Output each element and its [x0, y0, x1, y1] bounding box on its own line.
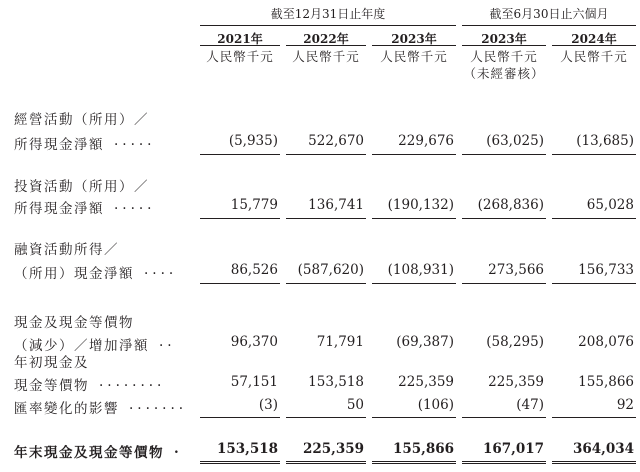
- column-header-rule: [286, 45, 366, 46]
- cell-rule: [286, 461, 366, 464]
- cell-value: 92: [616, 397, 634, 413]
- group-header-halfyear: 截至6月30日止六個月: [489, 7, 609, 21]
- cell-value: (3): [258, 397, 278, 413]
- column-year: 2021年: [217, 32, 263, 46]
- leader-dots: ........: [99, 374, 166, 390]
- cell-value: (268,836): [477, 197, 544, 213]
- cell-value: (108,931): [387, 262, 454, 278]
- cell-rule: [200, 283, 280, 284]
- row-label: 年初現金及: [14, 355, 89, 371]
- group-header-halfyear-rule: [462, 25, 636, 26]
- cell-value: 155,866: [578, 374, 634, 390]
- column-unit: 人民幣千元: [560, 49, 628, 64]
- column-year: 2023年: [481, 32, 527, 46]
- cell-rule: [372, 154, 456, 155]
- column-header-rule: [462, 45, 546, 46]
- cell-value: 225,359: [398, 374, 454, 390]
- cell-rule: [552, 283, 636, 284]
- cell-rule: [552, 417, 636, 418]
- column-note: （未經審核）: [463, 66, 545, 81]
- cell-rule: [552, 461, 636, 464]
- cell-value: 50: [346, 397, 364, 413]
- column-unit: 人民幣千元: [206, 49, 274, 64]
- cell-rule: [286, 218, 366, 219]
- column-unit: 人民幣千元: [470, 49, 538, 64]
- cell-value: 273,566: [488, 262, 544, 278]
- cell-rule: [372, 218, 456, 219]
- cell-value: (69,387): [396, 334, 454, 350]
- cell-value: (190,132): [387, 197, 454, 213]
- cell-value: 153,518: [308, 374, 364, 390]
- cell-value: (13,685): [576, 133, 634, 149]
- cell-rule: [200, 154, 280, 155]
- cell-value: (587,620): [297, 262, 364, 278]
- column-year: 2024年: [571, 32, 617, 46]
- cell-value: (63,025): [486, 133, 544, 149]
- cell-value: 225,359: [302, 441, 364, 457]
- cell-rule: [200, 461, 280, 464]
- cell-value: 225,359: [488, 374, 544, 390]
- leader-dots: .....: [114, 133, 156, 149]
- cell-value: 156,733: [578, 262, 634, 278]
- cell-rule: [462, 461, 546, 464]
- cell-value: 15,779: [230, 197, 278, 213]
- cell-value: 522,670: [308, 133, 364, 149]
- row-label-continued: 所得現金淨額: [14, 201, 104, 217]
- cell-rule: [200, 218, 280, 219]
- cell-rule: [462, 154, 546, 155]
- cell-value: 57,151: [230, 374, 278, 390]
- cell-value: 86,526: [230, 262, 278, 278]
- cell-rule: [462, 417, 546, 418]
- cell-rule: [286, 417, 366, 418]
- row-label: 現金及現金等價物: [14, 315, 134, 331]
- cell-value: 167,017: [482, 441, 544, 457]
- cell-value: 96,370: [230, 334, 278, 350]
- row-label-continued: 現金等價物: [14, 378, 89, 394]
- leader-dots: .......: [129, 397, 188, 413]
- cell-value: (58,295): [486, 334, 544, 350]
- leader-dots: .: [174, 441, 183, 457]
- cell-value: (5,935): [228, 133, 278, 149]
- cell-rule: [286, 283, 366, 284]
- cell-rule: [372, 461, 456, 464]
- column-unit: 人民幣千元: [292, 49, 360, 64]
- cell-value: 229,676: [398, 133, 454, 149]
- cell-value: 364,034: [572, 441, 634, 457]
- leader-dots: ....: [144, 262, 178, 278]
- group-header-year: 截至12月31日止年度: [270, 7, 386, 21]
- row-label: 投資活動（所用）／: [14, 179, 149, 195]
- cell-value: 153,518: [216, 441, 278, 457]
- column-header-rule: [552, 45, 636, 46]
- cell-rule: [200, 417, 280, 418]
- column-header-rule: [372, 45, 456, 46]
- leader-dots: .....: [114, 197, 156, 213]
- group-header-year-rule: [200, 25, 456, 26]
- cell-value: (106): [417, 397, 454, 413]
- cell-rule: [462, 218, 546, 219]
- row-label-continued: （所用）現金淨額: [14, 266, 134, 282]
- row-label: 年末現金及現金等價物: [14, 445, 164, 461]
- row-label: 融資活動所得／: [14, 242, 119, 258]
- column-header-rule: [200, 45, 280, 46]
- leader-dots: ..: [159, 334, 176, 350]
- cell-rule: [552, 218, 636, 219]
- row-label-continued: （減少）／增加淨額: [14, 338, 149, 354]
- column-year: 2022年: [303, 32, 349, 46]
- cell-rule: [372, 417, 456, 418]
- cell-value: 155,866: [392, 441, 454, 457]
- row-label: 經營活動（所用）／: [14, 112, 149, 128]
- cell-rule: [552, 154, 636, 155]
- cell-value: (47): [516, 397, 544, 413]
- column-unit: 人民幣千元: [380, 49, 448, 64]
- cell-value: 71,791: [316, 334, 364, 350]
- cell-value: 136,741: [308, 197, 364, 213]
- cell-rule: [462, 283, 546, 284]
- column-year: 2023年: [391, 32, 437, 46]
- cell-value: 65,028: [586, 197, 634, 213]
- cell-rule: [286, 154, 366, 155]
- row-label-continued: 所得現金淨額: [14, 137, 104, 153]
- cell-value: 208,076: [578, 334, 634, 350]
- cell-rule: [372, 283, 456, 284]
- row-label: 匯率變化的影響: [14, 401, 119, 417]
